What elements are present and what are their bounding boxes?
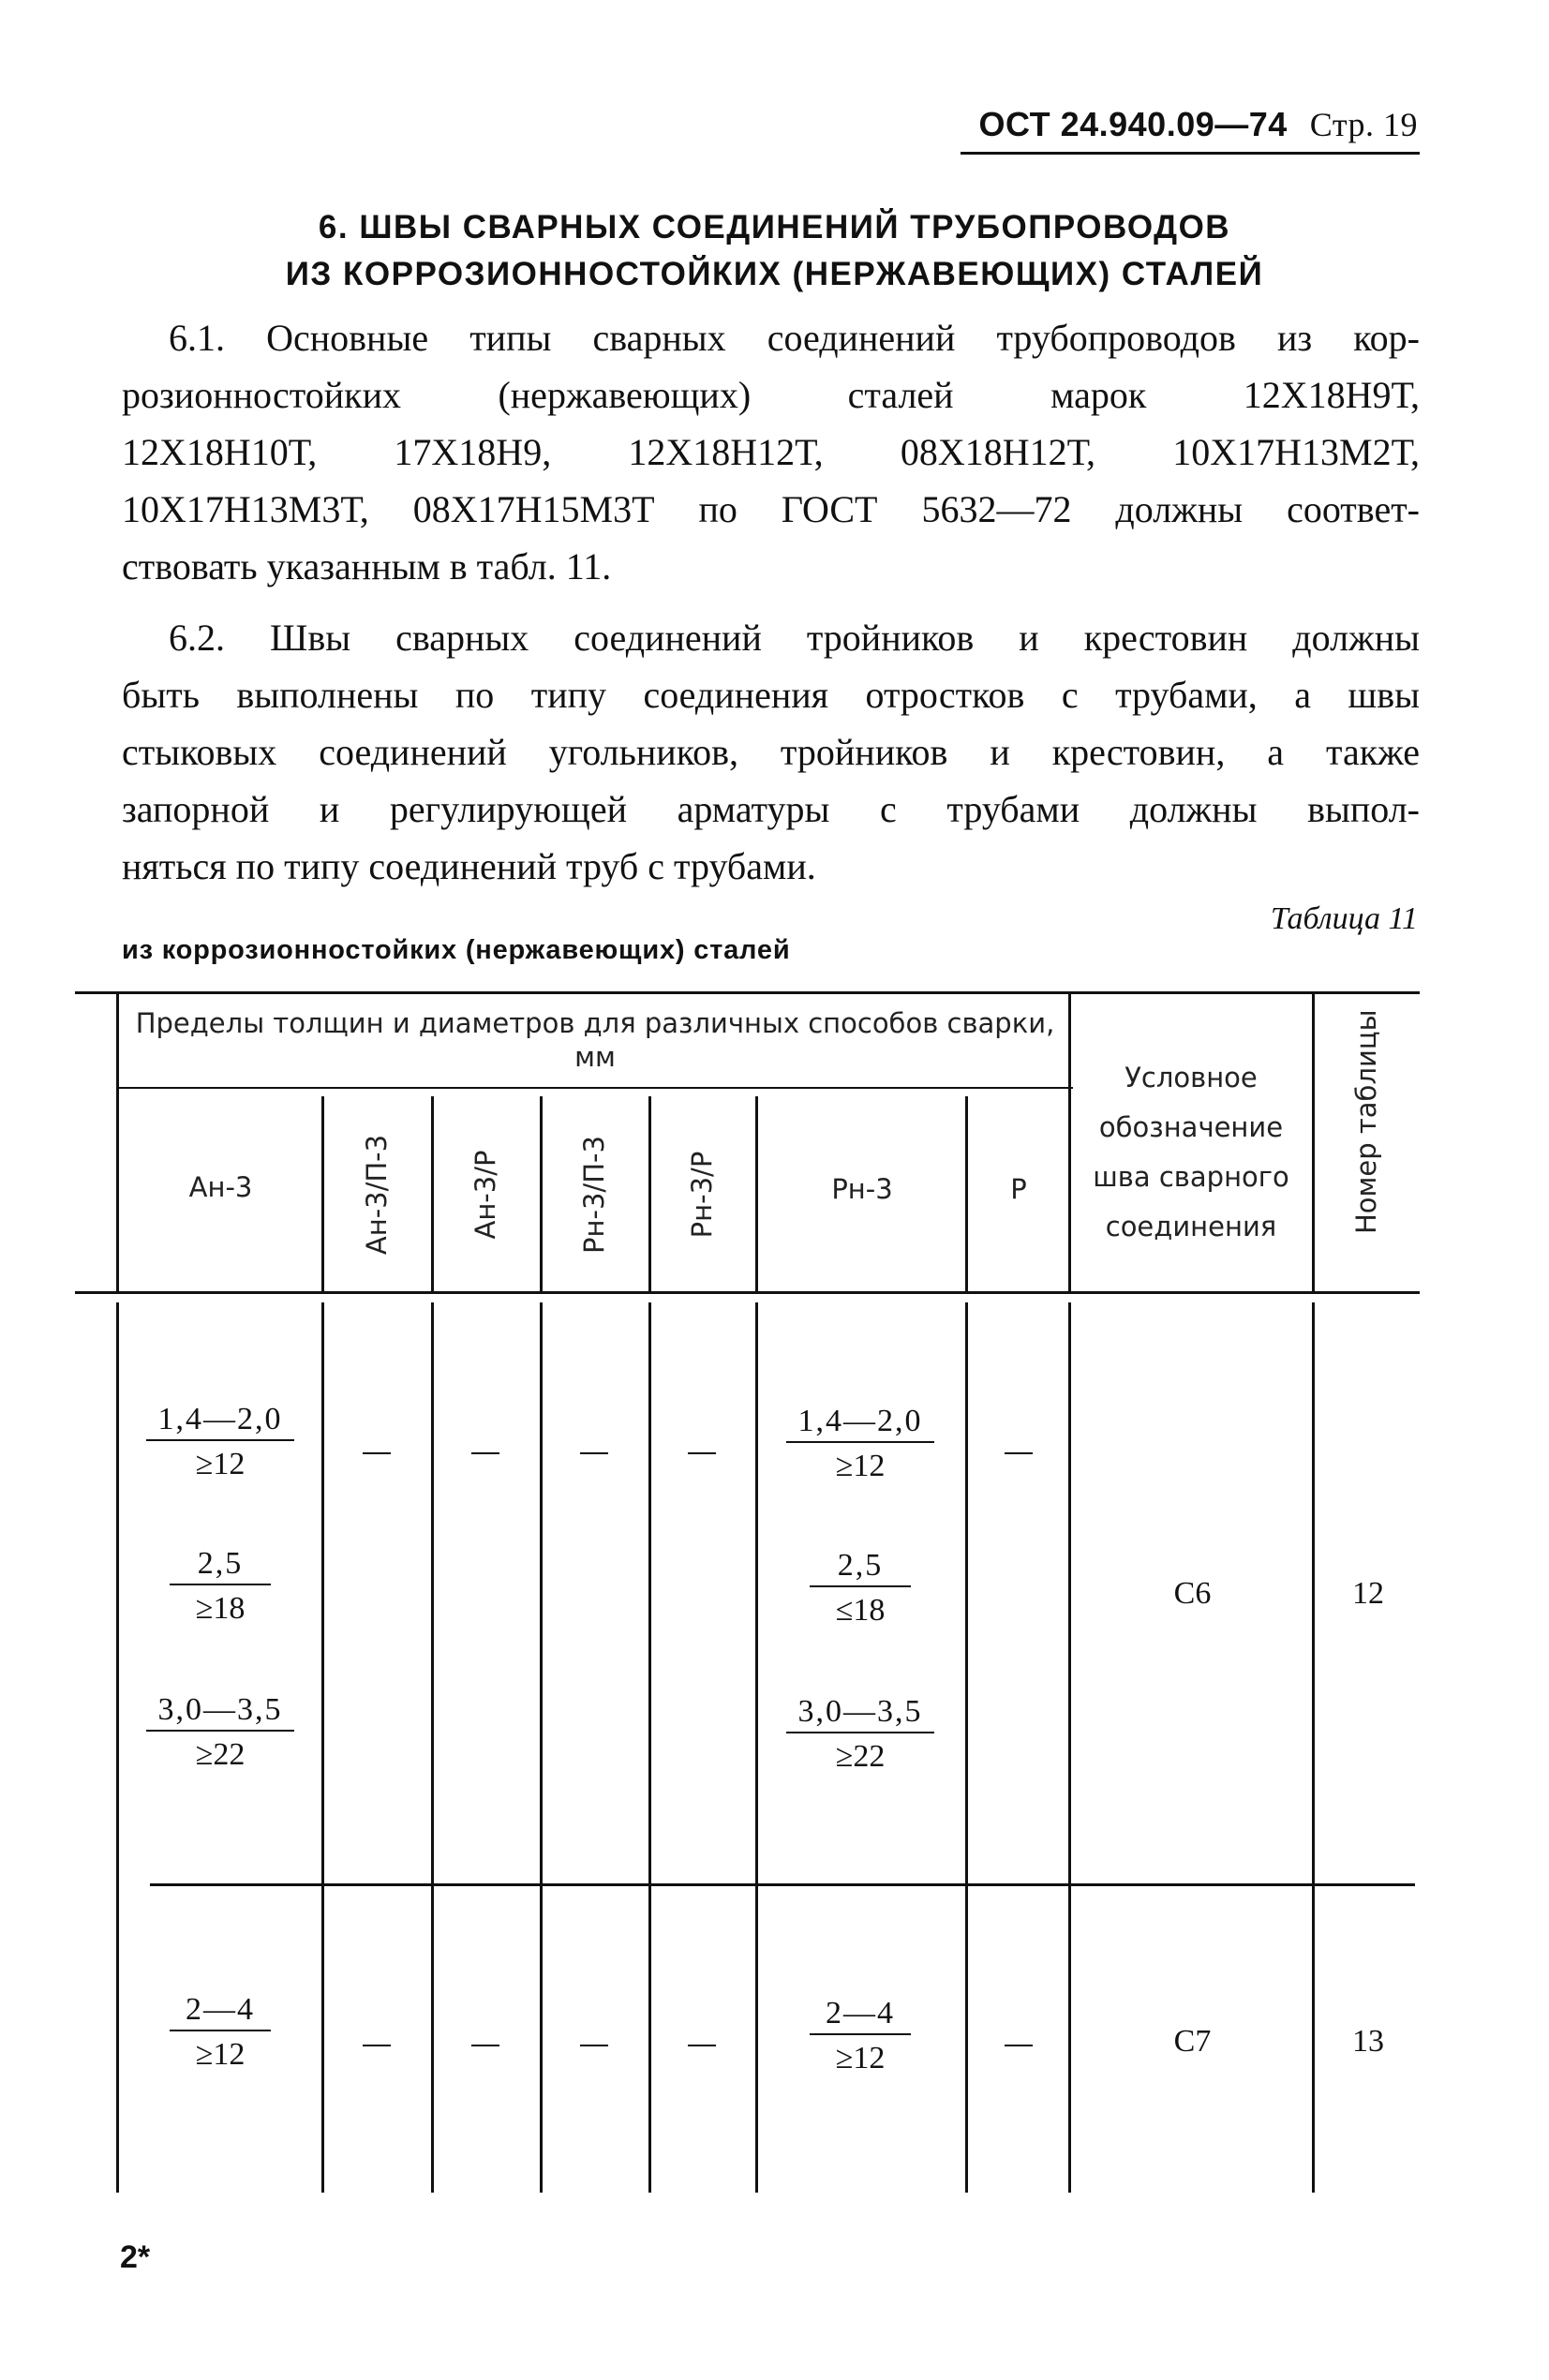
paragraph-line: 6.1. Основные типы сварных соединений трубопроводов из кор- — [169, 317, 1420, 359]
paragraph-line: 12Х18Н10Т, 17Х18Н9, 12Х18Н12Т, 08Х18Н12Т, 10Х17Н13М2Т, — [122, 431, 1420, 473]
header-rule — [961, 152, 1420, 155]
rn3-fraction: $\frac{1,4—2,0}{\ge 12}$ — [781, 1404, 940, 1484]
col-rule — [755, 1096, 758, 1293]
paragraph-line: 10Х17Н13М3Т, 08Х17Н15М3Т по ГОСТ 5632—72 должны соответ- — [122, 488, 1420, 530]
col-rule — [431, 1302, 434, 2193]
col-rule — [321, 1302, 324, 2193]
paragraph-line: ствовать указанным в табл. 11. — [122, 545, 612, 588]
rn3-fraction: $\frac{3,0—3,5}{\ge 22}$ — [781, 1694, 940, 1775]
column-header-an3-p3: Ан-3/П-3 — [361, 1134, 393, 1256]
column-header-rn3-p3: Рн-3/П-3 — [578, 1136, 610, 1254]
empty-cell-dash — [471, 1452, 499, 1454]
col-rule — [1068, 1302, 1071, 2193]
col-rule — [1068, 993, 1071, 1293]
table-number: 13 — [1352, 2024, 1384, 2059]
empty-cell-dash — [580, 1452, 608, 1454]
paragraph-line: стыковых соединений угольников, тройников и крестовин, а также — [122, 731, 1420, 773]
col-rule — [540, 1096, 543, 1293]
running-header — [978, 105, 1418, 144]
col-rule — [1312, 1302, 1315, 2193]
col-rule — [965, 1302, 968, 2193]
table-number: 12 — [1352, 1576, 1384, 1611]
col-rule — [648, 1096, 651, 1293]
table-label: Таблица 11 — [1270, 901, 1418, 936]
paragraph-line: запорной и регулирующей арматуры с трубами должны выпол- — [122, 788, 1420, 830]
weld-designation: С7 — [1173, 2024, 1212, 2059]
empty-cell-dash — [471, 2045, 499, 2046]
column-header-an3-r: Ан-3/Р — [469, 1150, 501, 1240]
col-rule — [648, 1302, 651, 2193]
standard-number: ОСТ 24.940.09—74 — [978, 105, 1288, 143]
heading-line-2: ИЗ КОРРОЗИОННОСТОЙКИХ (НЕРЖАВЕЮЩИХ) СТАЛЕЙ — [285, 256, 1264, 292]
rn3-fraction: $\frac{2,5}{\le 18}$ — [781, 1548, 940, 1629]
col-rule — [116, 993, 119, 1293]
column-header-rn3: Рн-3 — [831, 1173, 893, 1205]
paragraph-line: 6.2. Швы сварных соединений тройников и крестовин должны — [169, 617, 1420, 659]
empty-cell-dash — [688, 2045, 716, 2046]
row-separator-rule — [150, 1883, 1415, 1886]
an3-fraction: $\frac{3,0—3,5}{\ge 22}$ — [141, 1692, 300, 1773]
section-heading — [187, 204, 1362, 298]
heading-line-1: 6. ШВЫ СВАРНЫХ СОЕДИНЕНИЙ ТРУБОПРОВОДОВ — [318, 209, 1231, 245]
empty-cell-dash — [1005, 1452, 1033, 1454]
paragraph-6-1 — [122, 309, 1420, 595]
rn3-fraction: $\frac{2—4}{\ge 12}$ — [781, 1996, 940, 2076]
header-bottom-rule — [75, 1291, 1420, 1294]
designation-header: Условное обозначение шва сварного соединения — [1093, 1062, 1289, 1242]
col-rule — [540, 1302, 543, 2193]
col-rule — [755, 1302, 758, 2193]
table-number-header: Номер таблицы — [1350, 1009, 1382, 1234]
paragraph-line: быть выполнены по типу соединения отростков с трубами, а швы — [122, 674, 1420, 716]
paragraph-line: няться по типу соединений труб с трубами. — [122, 845, 816, 887]
column-header-r: Р — [1010, 1173, 1027, 1205]
an3-fraction: $\frac{1,4—2,0}{\ge 12}$ — [141, 1402, 300, 1482]
paragraph-line: розионностойких (нержавеющих) сталей марок 12Х18Н9Т, — [122, 374, 1420, 416]
empty-cell-dash — [688, 1452, 716, 1454]
column-header-an3: Ан-3 — [188, 1171, 253, 1203]
col-rule — [116, 1302, 119, 2193]
column-header-rn3-r: Рн-3/Р — [686, 1151, 718, 1239]
table-title: из коррозионностойких (нержавеющих) сталей — [122, 935, 791, 965]
table-top-rule — [75, 991, 1420, 994]
col-rule — [965, 1096, 968, 1293]
empty-cell-dash — [1005, 2045, 1033, 2046]
group-header-rule — [117, 1087, 1073, 1089]
col-rule — [321, 1096, 324, 1293]
an3-fraction: $\frac{2—4}{\ge 12}$ — [141, 1992, 300, 2073]
col-rule — [1312, 993, 1315, 1293]
an3-fraction: $\frac{2,5}{\ge 18}$ — [141, 1546, 300, 1627]
paragraph-6-2 — [122, 609, 1420, 895]
col-rule — [431, 1096, 434, 1293]
empty-cell-dash — [363, 1452, 391, 1454]
weld-designation: С6 — [1173, 1576, 1212, 1611]
signature-mark: 2* — [120, 2239, 151, 2275]
page-number: Стр. 19 — [1309, 106, 1418, 143]
empty-cell-dash — [580, 2045, 608, 2046]
group-header: Пределы толщин и диаметров для различных способов сварки, мм — [135, 1007, 1055, 1073]
empty-cell-dash — [363, 2045, 391, 2046]
